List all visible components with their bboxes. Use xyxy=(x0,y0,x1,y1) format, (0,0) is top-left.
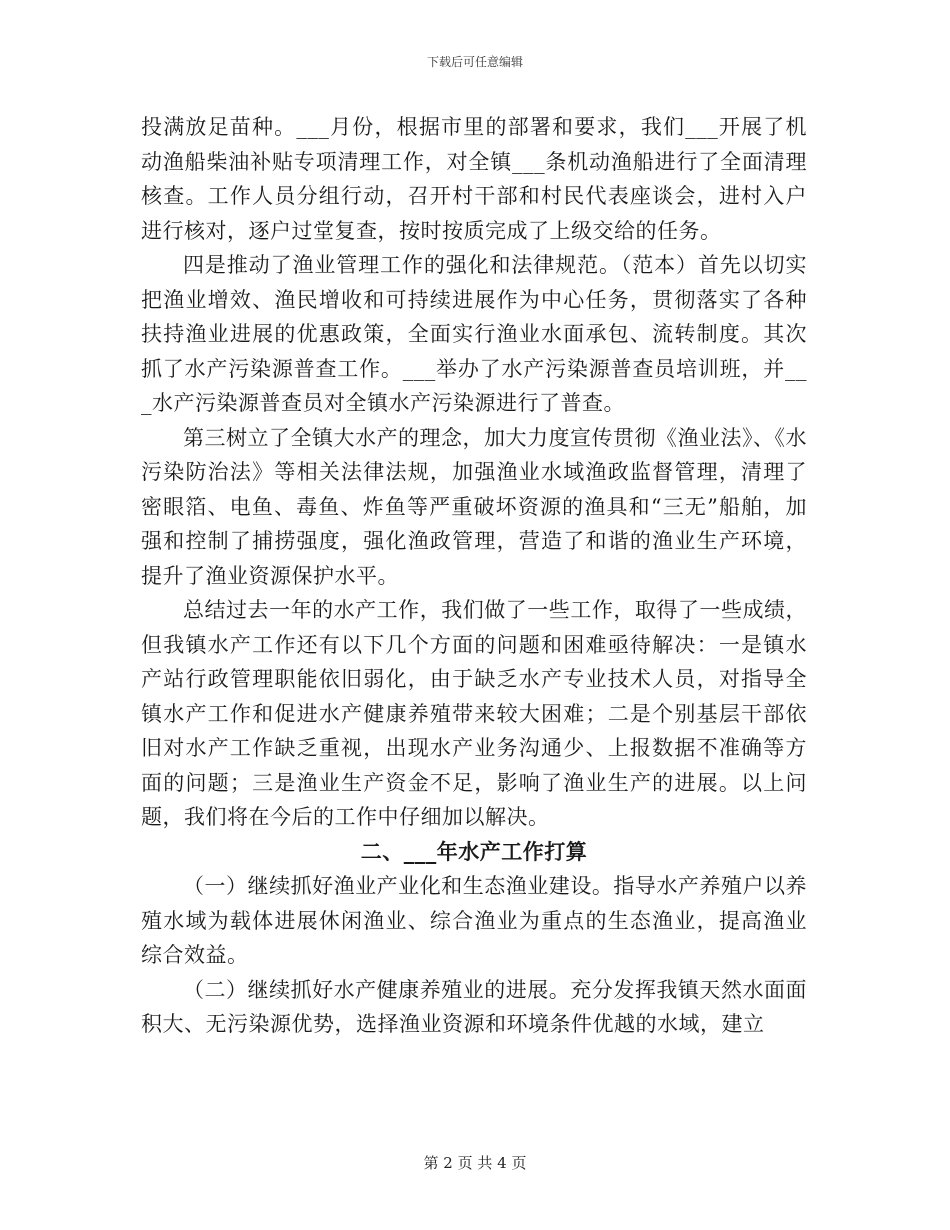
section-heading-plan: 二、___年水产工作打算 xyxy=(360,838,588,864)
paragraph-plan-2: （二）继续抓好水产健康养殖业的进展。充分发挥我镇天然水面面积大、无污染源优势，选择渔业资源和环境条件优越的水域，建立 xyxy=(141,977,807,1036)
paragraph-fishery-law: 第三树立了全镇大水产的理念，加大力度宣传贯彻《渔业法》、《水污染防治法》等相关法律法规，加强渔业水域渔政监督管理，清理了密眼箔、电鱼、毒鱼、炸鱼等严重破坏资源的渔具和“三无”船舶，加强和控制了捕捞强度，强化渔政管理，营造了和谐的渔业生产环境，提升了渔业资源保护水平。 xyxy=(141,425,807,588)
paragraph-summary-problems: 总结过去一年的水产工作，我们做了一些工作，取得了一些成绩，但我镇水产工作还有以下几个方面的问题和困难亟待解决：一是镇水产站行政管理职能依旧弱化，由于缺乏水产专业技术人员，对指导全镇水产工作和促进水产健康养殖带来较大困难；二是个别基层干部依旧对水产工作缺乏重视，出现水产业务沟通少、上报数据不准确等方面的问题；三是渔业生产资金不足，影响了渔业生产的进展。以上问题，我们将在今后的工作中仔细加以解决。 xyxy=(141,598,807,829)
page-footer-number: 第 2 页 共 4 页 xyxy=(423,1154,527,1172)
paragraph-plan-1: （一）继续抓好渔业产业化和生态渔业建设。指导水产养殖户以养殖水域为载体进展休闲渔业、综合渔业为重点的生态渔业，提高渔业综合效益。 xyxy=(141,874,807,967)
paragraph-fishery-management: 四是推动了渔业管理工作的强化和法律规范。（范本）首先以切实把渔业增效、渔民增收和可持续进展作为中心任务，贯彻落实了各种扶持渔业进展的优惠政策，全面实行渔业水面承包、流转制度。其次抓了水产污染源普查工作。___举办了水产污染源普查员培训班，并___水产污染源普查员对全镇水产污染源进行了普查。 xyxy=(141,253,807,415)
document-body xyxy=(141,110,807,1042)
page-header-note: 下载后可任意编辑 xyxy=(426,55,523,69)
paragraph-continuation: 投满放足苗种。___月份，根据市里的部署和要求，我们___开展了机动渔船柴油补贴专项清理工作，对全镇___条机动渔船进行了全面清理核查。工作人员分组行动，召开村干部和村民代表座谈会，进村入户进行核对，逐户过堂复查，按时按质完成了上级交给的任务。 xyxy=(141,115,807,243)
